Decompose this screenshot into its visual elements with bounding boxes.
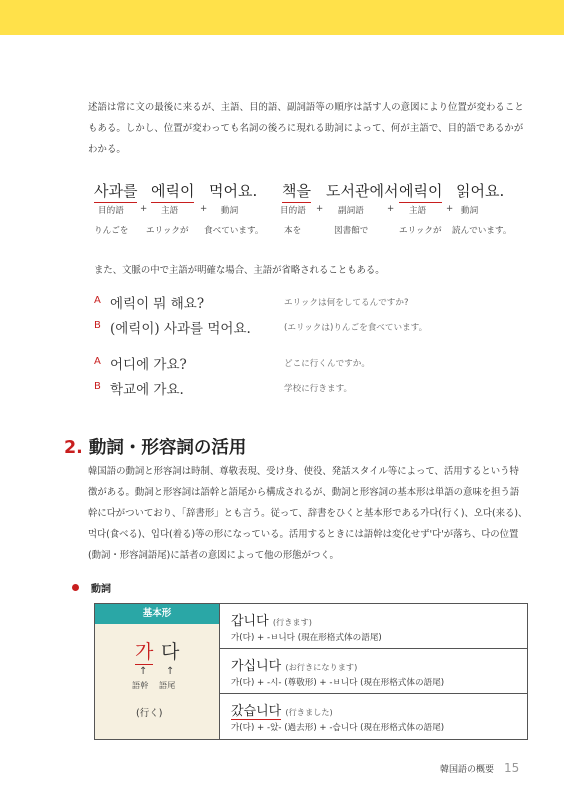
verb-heading xyxy=(72,580,111,595)
conjugation-row xyxy=(219,694,527,739)
dialog-example-2 xyxy=(94,353,534,403)
korean-word: 책을 xyxy=(282,180,311,203)
plus-sign: + xyxy=(446,204,454,214)
speaker-label: A xyxy=(94,295,101,306)
conj-word: 갑니다 xyxy=(231,614,269,629)
role-label: 副詞語 xyxy=(338,206,364,216)
japanese-word: 図書館で xyxy=(334,226,369,236)
japanese-word: 本を xyxy=(284,226,302,236)
dialog-japanese: エリックは何をしてるんですか? xyxy=(284,298,409,308)
japanese-translation-row xyxy=(94,224,534,244)
footer-label: 韓国語の概要 xyxy=(440,765,495,775)
korean-word: 에릭이 xyxy=(399,180,442,203)
base-form-cell xyxy=(95,604,220,739)
role-label: 動詞 xyxy=(461,206,479,216)
japanese-word: りんごを xyxy=(94,226,129,236)
base-meaning: (行く) xyxy=(136,708,163,719)
japanese-word: 読んでいます。 xyxy=(452,226,512,236)
up-arrow-icon: ↑ xyxy=(139,666,148,677)
conjugation-row xyxy=(219,604,527,649)
korean-word: 읽어요. xyxy=(456,182,505,200)
japanese-word: 食べています。 xyxy=(204,226,264,236)
korean-sentence-row xyxy=(94,180,534,204)
role-label: 主語 xyxy=(409,206,427,216)
page-number: 15 xyxy=(504,761,520,775)
speaker-label: A xyxy=(94,356,101,367)
conj-gloss: (お行きになります) xyxy=(285,662,358,672)
speaker-label: B xyxy=(94,381,101,392)
plus-sign: + xyxy=(200,204,208,214)
role-label: 主語 xyxy=(161,206,179,216)
dialog-line xyxy=(94,292,534,317)
conj-main xyxy=(231,610,312,629)
bullet-dot-icon xyxy=(72,584,79,591)
conj-formula: 가(다) + -았- (過去形) + -습니다 (現在形格式体の語尾) xyxy=(231,723,445,733)
dialog-korean: 에릭이 뭐 해요? xyxy=(110,296,205,312)
conj-main xyxy=(231,700,333,719)
japanese-word: エリックが xyxy=(146,226,189,236)
base-form-header: 基本形 xyxy=(95,604,219,624)
dialog-japanese: 学校に行きます。 xyxy=(284,384,353,394)
korean-word: 먹어요. xyxy=(209,182,258,200)
dialog-japanese: どこに行くんですか。 xyxy=(284,359,370,369)
ending-label: 語尾 xyxy=(159,680,176,690)
dialog-korean: 어디에 가요? xyxy=(110,357,187,373)
conj-word: 갔습니다 xyxy=(231,704,282,719)
role-label: 目的語 xyxy=(98,206,124,216)
top-color-band xyxy=(0,0,564,35)
conj-gloss: (行きました) xyxy=(285,707,333,717)
dialog-line xyxy=(94,353,534,378)
dialog-korean: (에릭이) 사과를 먹어요. xyxy=(110,321,251,337)
intro-paragraph: 述語は常に文の最後に来るが、主語、目的語、副詞語等の順序は話す人の意図により位置が変わることもある。しかし、位置が変わっても名詞の後ろに現れる助詞によって、何が主語で、目的語であるかがわかる。 xyxy=(88,102,524,155)
plus-sign: + xyxy=(316,204,324,214)
up-arrow-icon: ↑ xyxy=(166,666,175,677)
section-body: 韓国語の動詞と形容詞は時制、尊敬表現、受け身、使役、発話スタイル等によって、活用するという特徴がある。動詞と形容詞は語幹と語尾から構成されるが、動詞と形容詞の基本形は単語の意味を担う語幹に다がついており、「辞書形」とも言う。従って、辞書をひくと基本形である가다(行く)、오다(来る)、먹다(食べる)、입다(着る)等の形になっている。活用するときには語幹は変化せず'다'が落ち、다の位置(動詞・形容詞語尾)に話者の意図によって他の形態がつく。 xyxy=(88,466,528,561)
section-heading xyxy=(64,434,246,459)
subject-omission-note: また、文脈の中で主語が明確な場合、主語が省略されることもある。 xyxy=(94,265,385,276)
ending-char: 다 xyxy=(161,641,180,663)
page-footer xyxy=(440,761,519,775)
conj-formula: 가(다) + -ㅂ니다 (現在形格式体の語尾) xyxy=(231,633,382,643)
conj-gloss: (行きます) xyxy=(272,617,312,627)
plus-sign: + xyxy=(387,204,395,214)
role-label: 動詞 xyxy=(221,206,239,216)
role-label: 目的語 xyxy=(280,206,306,216)
stem-char: 가 xyxy=(135,637,153,665)
japanese-word: エリックが xyxy=(399,226,442,236)
korean-word: 사과를 xyxy=(94,180,137,203)
dialog-example-1 xyxy=(94,292,534,342)
verb-heading-text: 動詞 xyxy=(91,584,111,595)
conj-formula: 가(다) + -시- (尊敬形) + -ㅂ니다 (現在形格式体の語尾) xyxy=(231,678,445,688)
stem-label: 語幹 xyxy=(132,680,149,690)
plus-sign: + xyxy=(140,204,148,214)
dialog-japanese: (エリックは)りんごを食べています。 xyxy=(284,323,428,333)
conj-word: 가십니다 xyxy=(231,659,282,674)
conjugation-row xyxy=(219,649,527,694)
korean-word: 에릭이 xyxy=(151,180,194,203)
dialog-korean: 학교에 가요. xyxy=(110,382,184,398)
dialog-line xyxy=(94,378,534,403)
speaker-label: B xyxy=(94,320,101,331)
conjugation-table xyxy=(94,603,528,740)
grammar-role-row xyxy=(94,204,534,224)
section-title-text: 動詞・形容詞の活用 xyxy=(88,438,247,458)
conjugation-rows xyxy=(219,604,527,739)
section-number: 2. xyxy=(64,438,83,458)
word-order-example xyxy=(94,180,534,244)
conj-main xyxy=(231,655,357,674)
korean-word: 도서관에서 xyxy=(326,182,399,200)
dialog-line xyxy=(94,317,534,342)
